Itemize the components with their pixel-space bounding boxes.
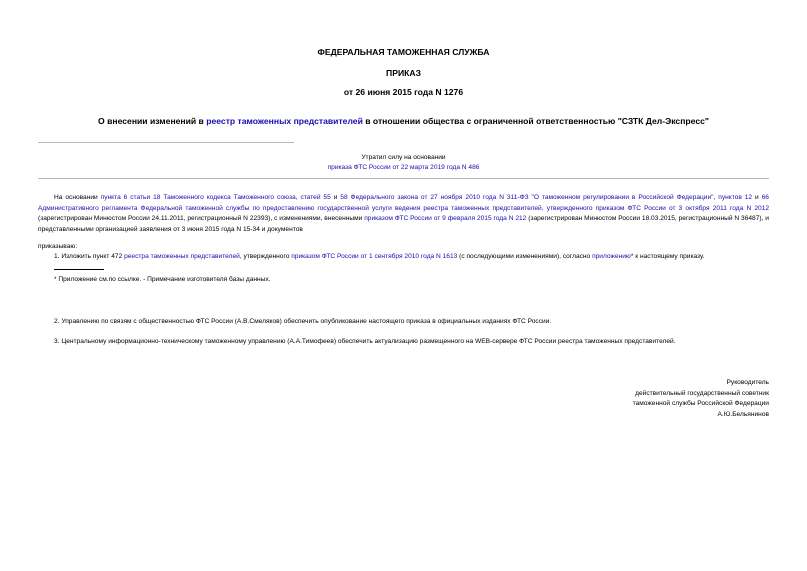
validity-note	[0, 153, 807, 173]
title-text-pre: О внесении изменений в	[98, 116, 207, 126]
preamble-paragraph: На основании пункта 6 статьи 18 Таможенного кодекса Таможенного союза, статей 55 и 58 Федерального закона от 27 ноября 2010 года N 311-ФЗ "О таможенном регулировании в Российской Федерации", пунктов 12 и 66 Административного регламента Федеральной таможенной службы по предоставлению государственной услуги ведения реестра таможенных представителей, утвержденного приказом ФТС России от 3 октября 2011 года N 2012 (зарегистрирован Минюстом России 24.11.2011, регистрационный N 22393), с изменениями, внесенными приказом ФТС России от 9 февраля 2015 года N 212 (зарегистрирован Минюстом России 18.03.2015, регистрационный N 36487), и представленными организацией заявления от 3 июня 2015 года N 15-34 и документов	[38, 194, 769, 233]
registry-link-2[interactable]: реестра таможенных представителей	[124, 253, 240, 260]
signature-block	[633, 378, 769, 420]
law-art55-link[interactable]: статей 55	[300, 194, 331, 201]
document-date-number: от 26 июня 2015 года N 1276	[343, 87, 464, 97]
signature-rank: действительный государственный советник	[635, 389, 769, 397]
footnote-divider	[54, 269, 104, 270]
document-title	[0, 116, 807, 126]
title-text-post: в отношении общества с ограниченной ответственностью "СЗТК Дел-Экспресс"	[362, 116, 709, 126]
law-art58-link[interactable]: 58 Федерального закона от 27 ноября 2010 года N 311-ФЗ "О таможенном регулировании в Российской Федерации"	[340, 194, 714, 201]
item-3: 3. Центральному информационно-техническому таможенному управлению (А.А.Тимофеев) обеспечить актуализацию размещенного на WEB-сервере ФТС России реестра таможенных представителей.	[54, 338, 676, 345]
customs-code-link[interactable]: пункта 6 статьи 18 Таможенного кодекса Таможенного союза	[100, 194, 296, 201]
registry-link[interactable]: реестр таможенных представителей	[206, 116, 363, 126]
appendix-link[interactable]: приложению	[592, 253, 631, 260]
item-2: 2. Управлению по связям с общественностью ФТС России (А.В.Смеляков) обеспечить опубликование настоящего приказа в официальных изданиях ФТС России.	[54, 318, 552, 325]
footnote: * Приложение см.по ссылке. - Примечание изготовителя базы данных.	[54, 276, 271, 283]
signature-name: А.Ю.Бельянинов	[717, 410, 769, 418]
reglament-p66-link[interactable]: 66 Административного регламента Федеральной таможенной службы по предоставлению государственной услуги ведения реестра таможенных представителей, утвержденного приказом ФТС России от 3 октября 2011 года N 2012	[38, 194, 769, 212]
order-212-link[interactable]: приказом ФТС России от 9 февраля 2015 года N 212	[364, 215, 527, 222]
order-word: приказываю:	[38, 243, 78, 250]
signature-service: таможенной службы Российской Федерации	[632, 400, 769, 407]
repeal-order-link[interactable]: приказа ФТС России от 22 марта 2019 года N 486	[327, 164, 480, 171]
divider-bottom	[38, 178, 769, 179]
document-type: ПРИКАЗ	[386, 68, 421, 78]
agency-name: ФЕДЕРАЛЬНАЯ ТАМОЖЕННАЯ СЛУЖБА	[317, 47, 490, 57]
divider-top	[38, 142, 294, 143]
order-1613-link[interactable]: приказом ФТС России от 1 сентября 2010 года N 1613	[291, 253, 458, 260]
signature-position: Руководитель	[726, 379, 769, 386]
validity-note-text: Утратил силу на основании	[361, 154, 446, 161]
reglament-p12-link[interactable]: пунктов 12	[718, 194, 753, 201]
item-1: 1. Изложить пункт 472 реестра таможенных представителей, утвержденного приказом ФТС России от 1 сентября 2010 года N 1613 (с последующими изменениями), согласно приложению* к настоящему приказу.	[54, 253, 705, 260]
